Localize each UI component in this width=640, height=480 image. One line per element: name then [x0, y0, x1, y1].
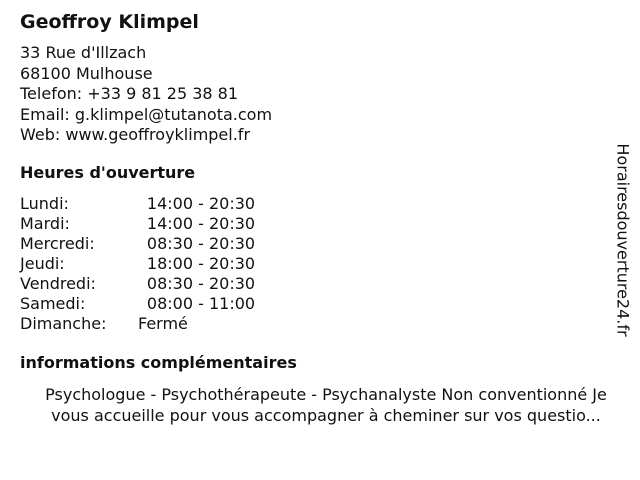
day-label: Lundi: — [20, 194, 69, 213]
hours-row-saturday — [20, 294, 340, 314]
contact-block — [20, 43, 272, 146]
day-label: Vendredi: — [20, 274, 96, 293]
hours-row-thursday — [20, 254, 340, 274]
additional-info-heading: informations complémentaires — [20, 353, 297, 372]
hours-row-friday — [20, 274, 340, 294]
additional-info-text — [16, 384, 636, 426]
hours-row-tuesday — [20, 214, 340, 234]
day-label: Mercredi: — [20, 234, 95, 253]
city-postcode: 68100 Mulhouse — [20, 63, 153, 83]
opening-hours-table — [20, 194, 340, 334]
time-range: 18:00 - 20:30 — [146, 254, 256, 273]
time-range: 08:00 - 11:00 — [146, 294, 256, 313]
time-range: 08:30 - 20:30 — [146, 274, 256, 293]
brand-watermark: Horairesdouverture24.fr — [613, 143, 633, 337]
info-line: Psychologue - Psychothérapeute - Psychanalyste Non conventionné Je — [45, 385, 607, 404]
email-address[interactable]: Email: g.klimpel@tutanota.com — [20, 104, 273, 124]
phone-number[interactable]: Telefon: +33 9 81 25 38 81 — [20, 84, 239, 103]
street-address: 33 Rue d'Illzach — [20, 43, 147, 62]
time-range: Fermé — [138, 314, 188, 333]
day-label: Jeudi: — [20, 254, 65, 273]
hours-row-wednesday — [20, 234, 340, 254]
day-label: Dimanche: — [20, 314, 107, 333]
website-link[interactable]: Web: www.geoffroyklimpel.fr — [20, 125, 251, 144]
hours-row-monday — [20, 194, 340, 214]
time-range: 14:00 - 20:30 — [146, 214, 256, 233]
info-line: vous accueille pour vous accompagner à cheminer sur vos questio... — [51, 406, 601, 425]
day-label: Samedi: — [20, 294, 86, 313]
hours-row-sunday — [20, 314, 340, 334]
business-name: Geoffroy Klimpel — [20, 11, 199, 33]
opening-hours-heading: Heures d'ouverture — [20, 163, 196, 182]
time-range: 08:30 - 20:30 — [146, 234, 256, 253]
day-label: Mardi: — [20, 214, 70, 233]
time-range: 14:00 - 20:30 — [146, 194, 256, 213]
